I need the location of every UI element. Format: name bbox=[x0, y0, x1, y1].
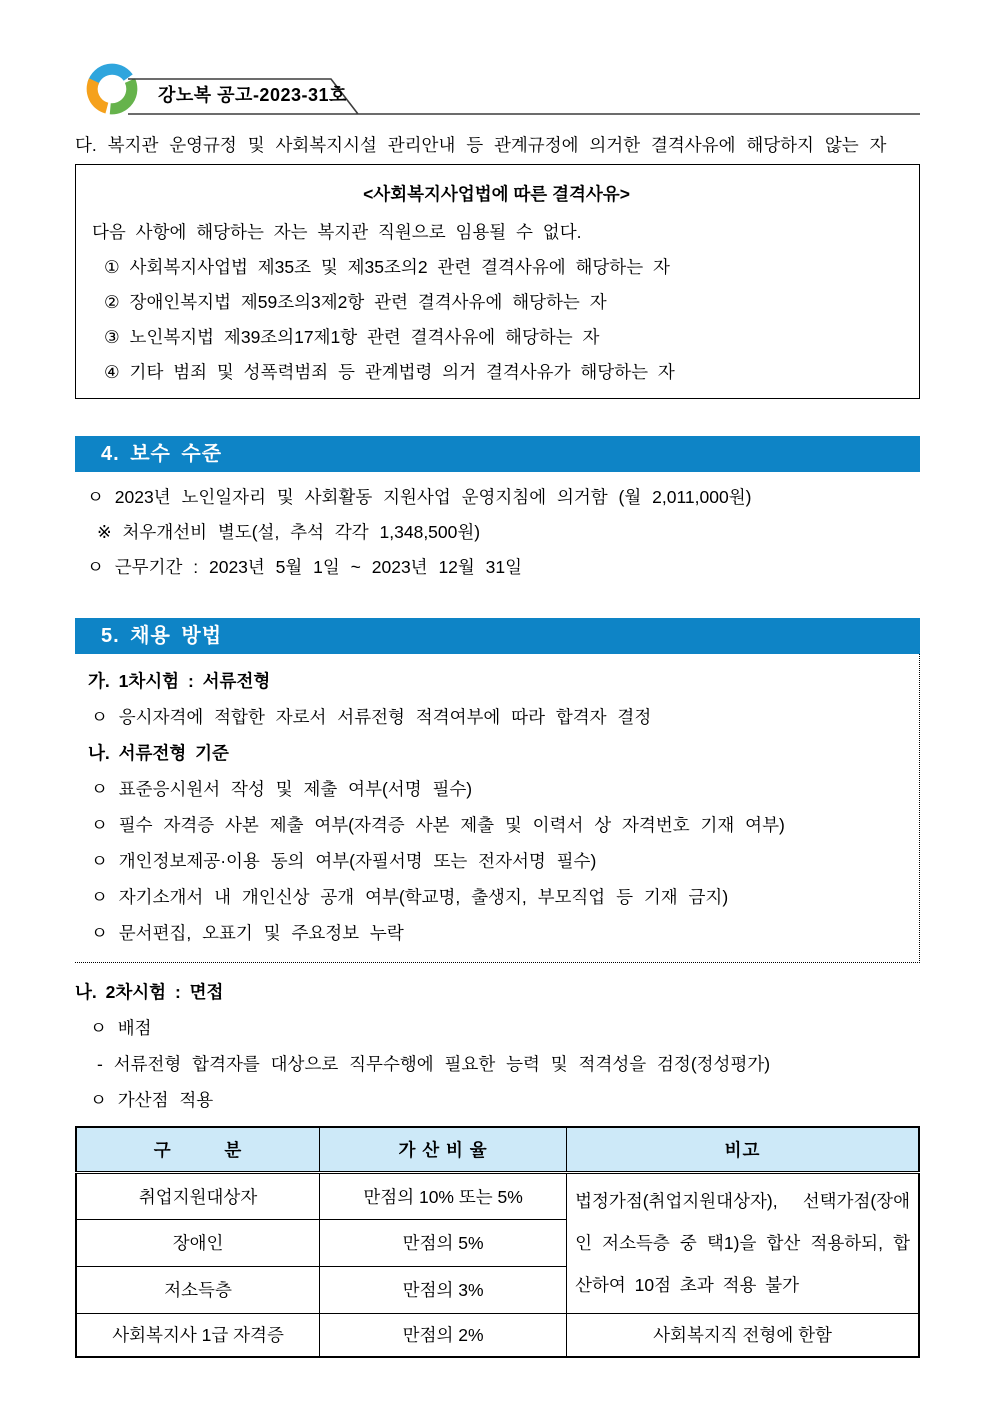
disqualification-box bbox=[75, 164, 920, 399]
interview-item: ㅇ 배점 bbox=[90, 1018, 152, 1038]
criteria-item: ㅇ 자기소개서 내 개인신상 공개 여부(학교명, 출생지, 부모직업 등 기재 금지) bbox=[91, 887, 729, 907]
col-header-remark: 비고 bbox=[567, 1127, 919, 1172]
category-cell: 장애인 bbox=[76, 1219, 320, 1266]
criteria-item: ㅇ 개인정보제공·이용 동의 여부(자필서명 또는 전자서명 필수) bbox=[91, 851, 597, 871]
ratio-cell: 만점의 5% bbox=[320, 1219, 567, 1266]
interview-item: - 서류전형 합격자를 대상으로 직무수행에 필요한 능력 및 적격성을 검정(정성평가) bbox=[97, 1054, 771, 1074]
category-cell: 취업지원대상자 bbox=[76, 1172, 320, 1219]
table-header-row bbox=[76, 1127, 919, 1172]
document-body bbox=[75, 133, 920, 1358]
criteria-item: ㅇ 문서편집, 오표기 및 주요정보 누락 bbox=[91, 923, 404, 943]
banner-rule-lines bbox=[0, 0, 992, 132]
work-period-line: ㅇ 근무기간 : 2023년 5월 1일 ~ 2023년 12월 31일 bbox=[87, 557, 523, 577]
screening-criteria-box bbox=[75, 654, 920, 963]
interview-item: ㅇ 가산점 적용 bbox=[90, 1090, 214, 1110]
disqualification-box-title: <사회복지사업법에 따른 결격사유> bbox=[363, 184, 630, 204]
notice-number: 강노복 공고-2023-31호 bbox=[158, 85, 347, 105]
disqualification-item: ② 장애인복지법 제59조의3제2항 관련 결격사유에 해당하는 자 bbox=[104, 292, 607, 312]
col-header-ratio: 가 산 비 율 bbox=[320, 1127, 567, 1172]
ratio-cell: 만점의 2% bbox=[320, 1313, 567, 1357]
disqualification-item: ④ 기타 범죄 및 성폭력범죄 등 관계법령 의거 결격사유가 해당하는 자 bbox=[104, 362, 675, 382]
criteria-item: ㅇ 표준응시원서 작성 및 제출 여부(서명 필수) bbox=[91, 779, 473, 799]
merged-note-cell: 법정가점(취업지원대상자), 선택가점(장애인 저소득층 중 택1)을 합산 적용하되, 합산하여 10점 초과 적용 불가 bbox=[567, 1172, 919, 1313]
second-exam-heading: 나. 2차시험 : 면접 bbox=[75, 982, 224, 1002]
category-cell: 사회복지사 1급 자격증 bbox=[76, 1313, 320, 1357]
section4-header: 4. 보수 수준 bbox=[75, 436, 920, 472]
table-row bbox=[76, 1172, 919, 1219]
disqualification-item: ③ 노인복지법 제39조의17제1항 관련 결격사유에 해당하는 자 bbox=[104, 327, 600, 347]
bonus-point-table bbox=[75, 1126, 920, 1358]
first-exam-item: ㅇ 응시자격에 적합한 자로서 서류전형 적격여부에 따라 합격자 결정 bbox=[91, 707, 652, 727]
first-exam-heading: 가. 1차시험 : 서류전형 bbox=[88, 671, 271, 691]
table-row bbox=[76, 1313, 919, 1357]
section4-body bbox=[75, 485, 920, 579]
category-cell: 저소득층 bbox=[76, 1266, 320, 1313]
pay-note-line: ※ 처우개선비 별도(설, 추석 각각 1,348,500원) bbox=[97, 522, 481, 542]
col-header-category: 구 분 bbox=[76, 1127, 320, 1172]
intro-line: 다. 복지관 운영규정 및 사회복지시설 관리안내 등 관계규정에 의거한 결격사유에 해당하지 않는 자 bbox=[75, 135, 887, 155]
ratio-cell: 만점의 3% bbox=[320, 1266, 567, 1313]
remark-cell: 사회복지직 전형에 한함 bbox=[567, 1313, 919, 1357]
disqualification-item: ① 사회복지사업법 제35조 및 제35조의2 관련 결격사유에 해당하는 자 bbox=[104, 257, 670, 277]
criteria-heading: 나. 서류전형 기준 bbox=[88, 743, 229, 763]
ratio-cell: 만점의 10% 또는 5% bbox=[320, 1172, 567, 1219]
section5-header: 5. 채용 방법 bbox=[75, 618, 920, 654]
disqualification-lead: 다음 사항에 해당하는 자는 복지관 직원으로 임용될 수 없다. bbox=[92, 222, 582, 242]
criteria-item: ㅇ 필수 자격증 사본 제출 여부(자격증 사본 제출 및 이력서 상 자격번호 기재 여부) bbox=[91, 815, 785, 835]
pay-line: ㅇ 2023년 노인일자리 및 사회활동 지원사업 운영지침에 의거함 (월 2,011,000원) bbox=[87, 487, 752, 507]
